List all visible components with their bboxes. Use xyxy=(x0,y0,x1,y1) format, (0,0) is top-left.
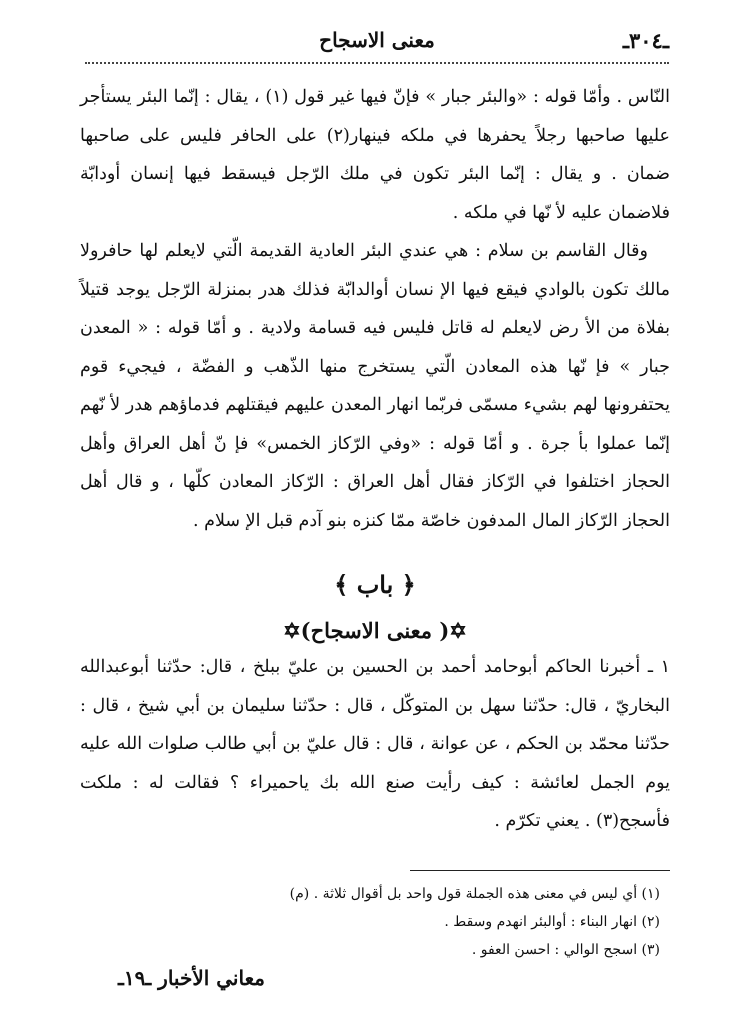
paragraph-text: النّاس . وأمّا قوله : «والبئر جبار » فإنّ فيها غير قول (١) ، يقال : إنّما البئر يستأجر عليها صاحبها رجلاً يحفرها في ملكه فينهار(٢) على الحافر فليس على صاحبها ضمان . و يقال : إنّما البئر تكون في ملك الرّجل فيسقط فيها إنسان أودابّة فلاضمان عليه لأ نّها في ملكه . xyxy=(80,87,670,223)
footnote-divider xyxy=(410,870,670,871)
running-title: معنى الاسجاح xyxy=(319,28,435,52)
footnote-2: (٢) انهار البناء : أوالبئر انهدم وسقط . xyxy=(444,914,660,930)
footnotes xyxy=(80,880,670,964)
section-heading: ✡( معنى الاسجاح)✡ xyxy=(283,618,467,643)
book-signature: معاني الأخبار ـ١٩ـ xyxy=(118,966,265,990)
footnote-1: (١) أي ليس في معنى هذه الجملة قول واحد بل أقوال ثلاثة . (م) xyxy=(289,886,660,902)
footnote-3: (٣) اسجح الوالي : احسن العفو . xyxy=(471,942,660,958)
page-number: ـ٣٠٤ـ xyxy=(622,28,669,53)
body-paragraph-1 xyxy=(80,78,670,232)
header-divider xyxy=(85,62,669,64)
chapter-heading: ﴿ باب ﴾ xyxy=(334,570,416,599)
paragraph-text: وقال القاسم بن سلام : هي عندي البئر العادية القديمة الّتي لايعلم لها حافرولا مالك تكون بالوادي فيقع فيها الإ نسان أوالدابّة فذلك هدر بمنزلة الرّجل يوجد قتيلاً بفلاة من الأ رض لايعلم له قاتل فليس فيه قسامة ولادية . و أمّا قوله : « المعدن جبار » فإ نّها هذه المعادن الّتي يستخرج منها الذّهب و الفضّة ، فيجيء قوم يحتفرونها لهم بشيء مسمّى فربّما انهار المعدن عليهم فيقتلهم فدماؤهم هدر لأ نّهم إنّما عملوا بأ جرة . و أمّا قوله : «وفي الرّكاز الخمس» فإ نّ أهل العراق وأهل الحجاز اختلفوا في الرّكاز فقال أهل العراق : الرّكاز المعادن كلّها ، و قال أهل الحجاز الرّكاز المال المدفون خاصّة ممّا كنزه بنو آدم قبل الإ سلام . xyxy=(80,241,670,531)
page-header xyxy=(85,26,669,62)
hadith-text: ١ ـ أخبرنا الحاكم أبوحامد أحمد بن الحسين بن عليّ ببلخ ، قال: حدّثنا أبوعبدالله البخاريّ ، قال: حدّثنا سهل بن المتوكّل ، قال : حدّثنا سليمان بن أبي شيخ ، قال : حدّثنا محمّد بن الحكم ، عن عوانة ، قال : قال عليّ بن أبي طالب صلوات الله عليه يوم الجمل لعائشة : كيف رأيت صنع الله بك ياحميراء ؟ فقالت له : ملكت فأسجح(٣) . يعني تكرّم . xyxy=(80,657,670,831)
hadith-paragraph xyxy=(80,648,670,841)
body-paragraph-2 xyxy=(80,232,670,540)
